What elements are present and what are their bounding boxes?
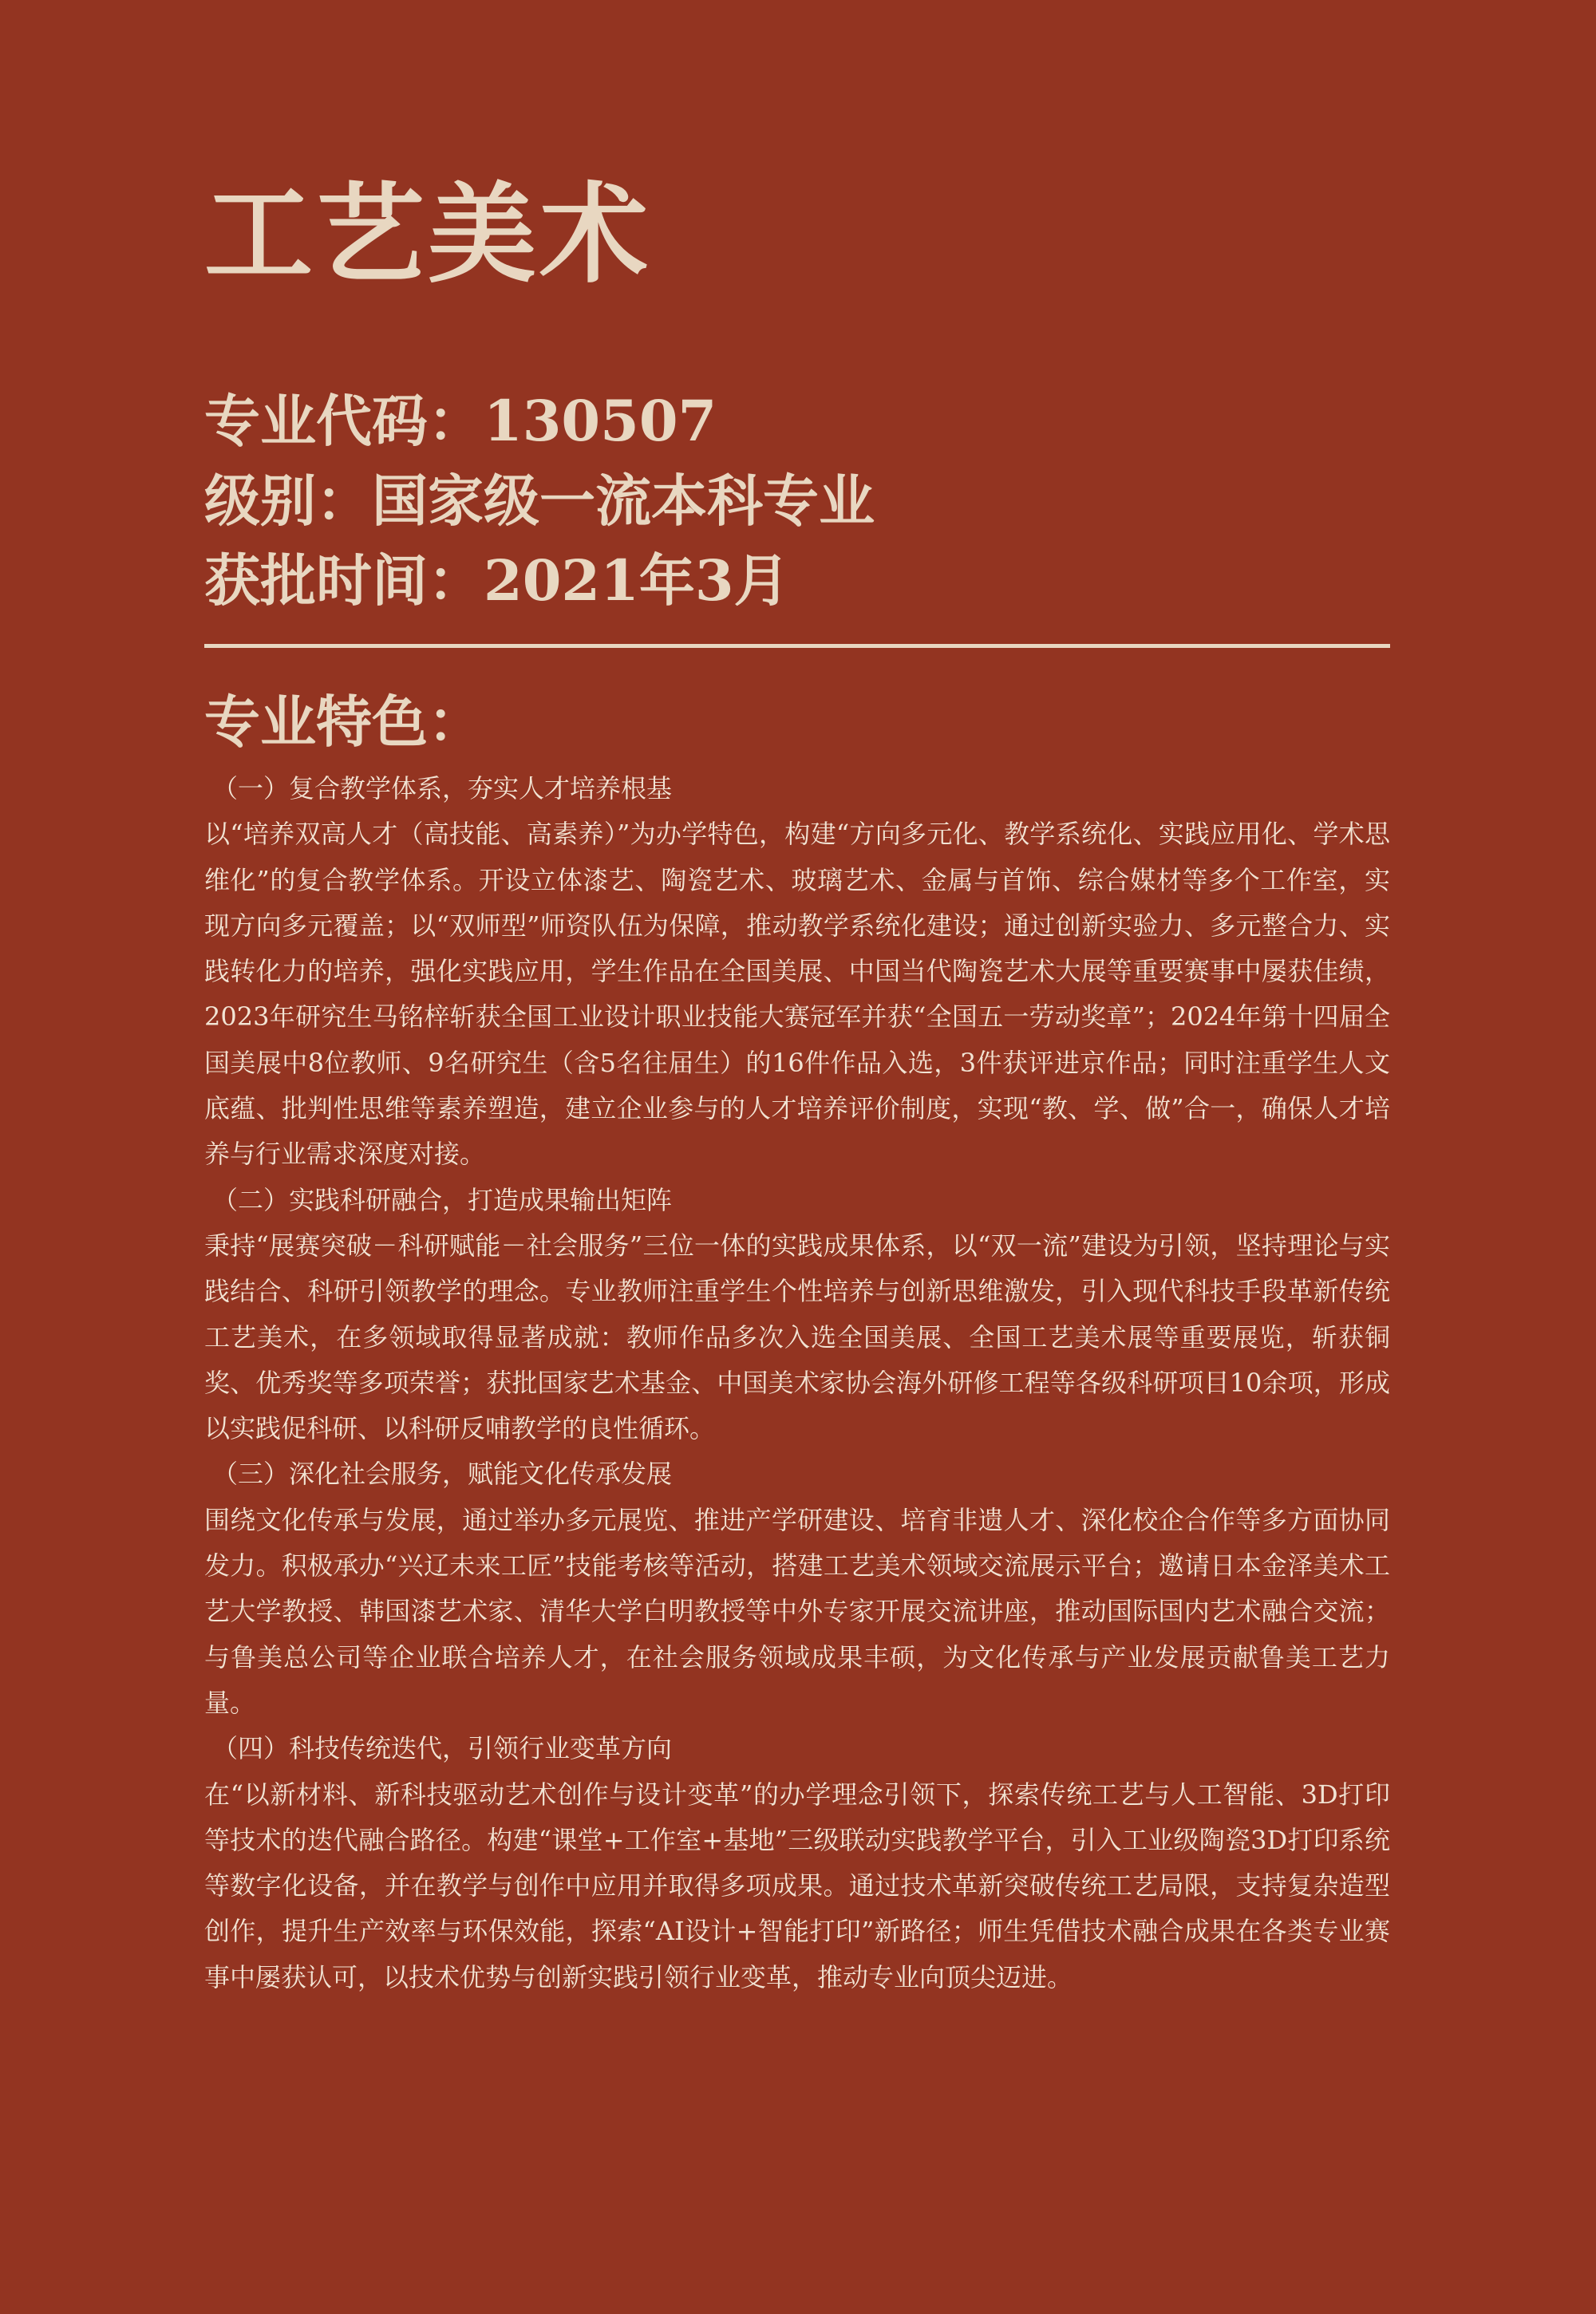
approval-date: 获批时间：2021年3月 xyxy=(204,547,790,614)
section-body: 在“以新材料、新科技驱动艺术创作与设计变革”的办学理念引领下，探索传统工艺与人工智能、3D打印等技术的迭代融合路径。构建“课堂+工作室+基地”三级联动实践教学平台，引入工业级陶瓷3D打印系统等数字化设备，并在教学与创作中应用并取得多项成果。通过技术革新突破传统工艺局限，支持复杂造型创作，提升生产效率与环保效能，探索“AI设计+智能打印”新路径；师生凭借技术融合成果在各类专业赛事中屡获认可，以技术优势与创新实践引领行业变革，推动专业向顶尖迈进。 xyxy=(204,1779,1390,1992)
major-info-list xyxy=(204,381,875,621)
major-code: 专业代码：130507 xyxy=(204,388,717,454)
features-heading: 专业特色： xyxy=(204,689,484,755)
feature-section xyxy=(204,1178,1390,1452)
feature-section xyxy=(204,1451,1390,1726)
section-heading: （一）复合教学体系，夯实人才培养根基 xyxy=(212,773,673,804)
features-sections xyxy=(204,766,1390,2000)
feature-section xyxy=(204,766,1390,1178)
section-heading: （三）深化社会服务，赋能文化传承发展 xyxy=(212,1459,673,1490)
section-body: 以“培养双高人才（高技能、高素养）”为办学特色，构建“方向多元化、教学系统化、实践应用化、学术思维化”的复合教学体系。开设立体漆艺、陶瓷艺术、玻璃艺术、金属与首饰、综合媒材等多个工作室，实现方向多元覆盖；以“双师型”师资队伍为保障，推动教学系统化建设；通过创新实验力、多元整合力、实践转化力的培养，强化实践应用，学生作品在全国美展、中国当代陶瓷艺术大展等重要赛事中屡获佳绩，2023年研究生马铭梓斩获全国工业设计职业技能大赛冠军并获“全国五一劳动奖章”；2024年第十四届全国美展中8位教师、9名研究生（含5名往届生）的16件作品入选，3件获评进京作品；同时注重学生人文底蕴、批判性思维等素养塑造，建立企业参与的人才培养评价制度，实现“教、学、做”合一，确保人才培养与行业需求深度对接。 xyxy=(204,819,1390,1170)
major-level: 级别：国家级一流本科专业 xyxy=(204,468,875,534)
section-heading: （四）科技传统迭代，引领行业变革方向 xyxy=(212,1733,673,1764)
section-body: 围绕文化传承与发展，通过举办多元展览、推进产学研建设、培育非遗人才、深化校企合作等多方面协同发力。积极承办“兴辽未来工匠”技能考核等活动，搭建工艺美术领域交流展示平台；邀请日本金泽美术工艺大学教授、韩国漆艺术家、清华大学白明教授等中外专家开展交流讲座，推动国际国内艺术融合交流；与鲁美总公司等企业联合培养人才，在社会服务领域成果丰硕，为文化传承与产业发展贡献鲁美工艺力量。 xyxy=(204,1504,1390,1718)
section-body: 秉持“展赛突破－科研赋能－社会服务”三位一体的实践成果体系，以“双一流”建设为引领，坚持理论与实践结合、科研引领教学的理念。专业教师注重学生个性培养与创新思维激发，引入现代科技手段革新传统工艺美术，在多领域取得显著成就：教师作品多次入选全国美展、全国工艺美术展等重要展览，斩获铜奖、优秀奖等多项荣誉；获批国家艺术基金、中国美术家协会海外研修工程等各级科研项目10余项，形成以实践促科研、以科研反哺教学的良性循环。 xyxy=(204,1230,1390,1444)
page-title: 工艺美术 xyxy=(204,171,651,298)
feature-section xyxy=(204,1726,1390,2000)
divider-line xyxy=(204,644,1390,648)
section-heading: （二）实践科研融合，打造成果输出矩阵 xyxy=(212,1184,673,1215)
